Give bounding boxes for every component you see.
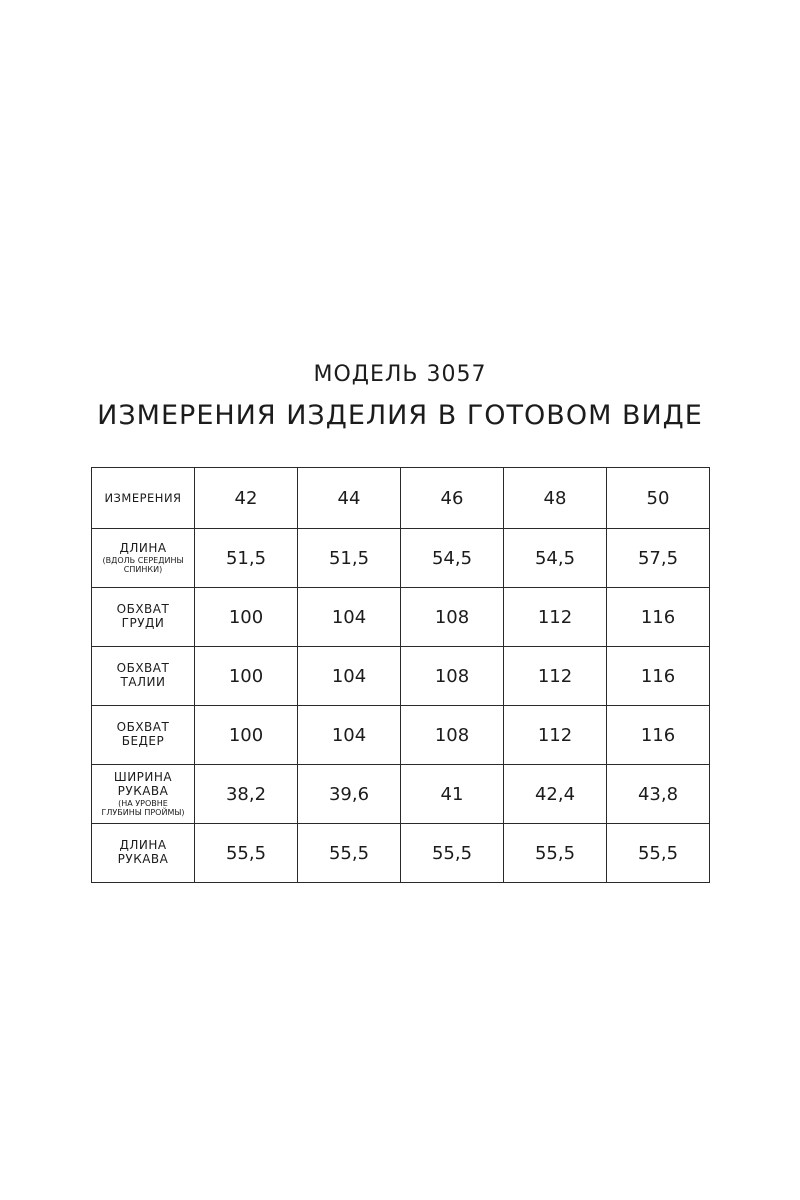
measurement-value: 100 [195, 647, 298, 706]
page-title: ИЗМЕРЕНИЯ ИЗДЕЛИЯ В ГОТОВОМ ВИДЕ [97, 400, 703, 431]
table-header-row [92, 468, 710, 529]
measurement-value: 39,6 [298, 765, 401, 824]
measurement-value: 57,5 [607, 529, 710, 588]
row-label-note: (НА УРОВНЕ [118, 798, 168, 808]
size-header: 50 [607, 468, 710, 529]
table-row [92, 647, 710, 706]
model-number: МОДЕЛЬ 3057 [313, 362, 487, 387]
table-row [92, 706, 710, 765]
row-label [92, 647, 195, 706]
row-label [92, 824, 195, 883]
row-label [92, 529, 195, 588]
measurement-value: 116 [607, 647, 710, 706]
measurement-value: 104 [298, 647, 401, 706]
row-label [92, 588, 195, 647]
measurement-value: 108 [401, 706, 504, 765]
size-header: 46 [401, 468, 504, 529]
row-label-line: ОБХВАТ [116, 720, 170, 735]
measurement-value: 104 [298, 588, 401, 647]
measurement-value: 55,5 [607, 824, 710, 883]
table-row [92, 529, 710, 588]
row-label-note: СПИНКИ) [123, 564, 163, 574]
row-label-line: ДЛИНА [119, 540, 167, 555]
measurement-value: 55,5 [195, 824, 298, 883]
measurement-value: 54,5 [401, 529, 504, 588]
row-label-line: ОБХВАТ [116, 602, 170, 617]
measurement-value: 51,5 [298, 529, 401, 588]
row-label-note: ГЛУБИНЫ ПРОЙМЫ) [101, 807, 185, 817]
row-label-line: ГРУДИ [121, 616, 165, 630]
row-label-line: РУКАВА [117, 783, 169, 798]
measurement-value: 108 [401, 647, 504, 706]
measurement-value: 112 [504, 588, 607, 647]
measurement-value: 55,5 [401, 824, 504, 883]
measurement-value: 112 [504, 706, 607, 765]
measurement-value: 116 [607, 706, 710, 765]
row-label-line: ОБХВАТ [116, 661, 170, 676]
row-label-line: РУКАВА [117, 852, 169, 866]
measurement-value: 54,5 [504, 529, 607, 588]
measurement-value: 43,8 [607, 765, 710, 824]
measurement-value: 51,5 [195, 529, 298, 588]
measurement-value: 41 [401, 765, 504, 824]
measurement-value: 55,5 [298, 824, 401, 883]
table-row [92, 824, 710, 883]
table-row [92, 588, 710, 647]
measurement-value: 100 [195, 706, 298, 765]
table-corner-label: ИЗМЕРЕНИЯ [92, 468, 195, 529]
measurement-value: 38,2 [195, 765, 298, 824]
row-label-line: ШИРИНА [113, 770, 173, 785]
size-header: 48 [504, 468, 607, 529]
measurement-value: 42,4 [504, 765, 607, 824]
row-label [92, 765, 195, 824]
row-label-line: ТАЛИИ [120, 675, 166, 689]
row-label-line: БЕДЕР [121, 734, 165, 748]
measurement-value: 112 [504, 647, 607, 706]
size-header: 42 [195, 468, 298, 529]
table-row [92, 765, 710, 824]
size-table [91, 467, 710, 883]
measurement-value: 55,5 [504, 824, 607, 883]
row-label [92, 706, 195, 765]
row-label-line: ДЛИНА [119, 838, 167, 853]
measurement-value: 104 [298, 706, 401, 765]
measurement-value: 100 [195, 588, 298, 647]
measurement-value: 116 [607, 588, 710, 647]
row-label-note: (ВДОЛЬ СЕРЕДИНЫ [102, 555, 184, 565]
measurement-value: 108 [401, 588, 504, 647]
size-header: 44 [298, 468, 401, 529]
